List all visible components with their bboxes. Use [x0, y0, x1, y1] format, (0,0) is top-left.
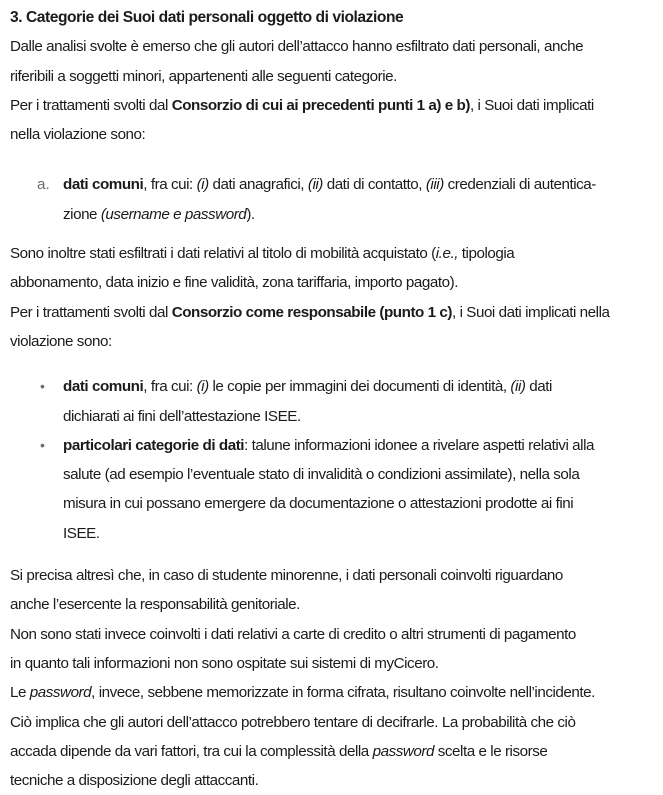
text-line — [63, 200, 657, 229]
text-line — [63, 431, 657, 460]
alpha-list — [10, 170, 657, 229]
list-item — [10, 170, 657, 229]
text-run: anche l’esercente la responsabilità genitoriale. — [10, 596, 300, 614]
text-run: dati anagrafici, — [208, 176, 308, 194]
text-line — [63, 372, 657, 401]
text-run: le copie per immagini dei documenti di identità, — [208, 378, 511, 396]
text-run: violazione sono: — [10, 332, 112, 350]
text-run: dichiarati ai fini dell’attestazione ISEE. — [63, 407, 301, 425]
text-line — [63, 170, 657, 199]
bullet-list — [10, 372, 657, 548]
text-run: Non sono stati invece coinvolti i dati relativi a carte di credito o altri strumenti di pagamento — [10, 625, 576, 643]
text-line — [10, 120, 657, 149]
text-run: dati comuni — [63, 176, 144, 194]
text-run: Consorzio come responsabile (punto 1 c) — [171, 303, 453, 321]
text-run: , i Suoi dati implicati nella — [452, 303, 610, 321]
paragraph — [10, 32, 657, 91]
text-run: , fra cui: — [143, 176, 197, 194]
text-run: password — [372, 742, 434, 760]
list-item-content — [63, 372, 657, 431]
text-run: scelta e le risorse — [433, 742, 548, 760]
document-body — [10, 32, 657, 795]
text-run: dati comuni — [63, 378, 144, 396]
text-run: dati — [525, 378, 552, 396]
text-run: particolari categorie di dati — [63, 436, 245, 454]
list-item-content — [63, 170, 657, 229]
text-run: nella violazione sono: — [10, 126, 146, 144]
text-run: Per i trattamenti svolti dal — [10, 96, 172, 114]
text-line — [10, 298, 657, 327]
text-line — [63, 460, 657, 489]
text-line — [10, 649, 657, 678]
list-item-content — [63, 431, 657, 548]
text-run: , invece, sebbene memorizzate in forma cifrata, risultano coinvolte nell’incidente. — [91, 684, 595, 702]
text-line — [10, 590, 657, 619]
text-line — [10, 62, 657, 91]
text-run: Le — [10, 684, 30, 702]
text-run: (i) — [196, 176, 209, 194]
text-run: riferibili a soggetti minori, appartenenti alle seguenti categorie. — [10, 67, 397, 85]
text-line — [63, 402, 657, 431]
text-run: abbonamento, data inizio e fine validità, zona tariffaria, importo pagato). — [10, 274, 459, 292]
text-run: ISEE. — [63, 524, 100, 542]
text-run: , fra cui: — [143, 378, 197, 396]
text-run: i.e., — [435, 245, 458, 263]
text-line — [10, 32, 657, 61]
text-run: accada dipende da vari fattori, tra cui la complessità della — [10, 742, 373, 760]
text-run: Per i trattamenti svolti dal — [10, 303, 172, 321]
list-item — [10, 372, 657, 431]
text-run: (username e password — [100, 205, 247, 223]
text-run: password — [29, 684, 92, 702]
text-line — [10, 737, 657, 766]
text-line — [63, 519, 657, 548]
paragraph — [10, 678, 657, 795]
paragraph — [10, 620, 657, 679]
text-line — [10, 239, 657, 268]
text-run: (ii) — [307, 176, 323, 194]
text-run: Si precisa altresì che, in caso di studente minorenne, i dati personali coinvolti riguardano — [10, 567, 563, 585]
text-run: (iii) — [425, 176, 444, 194]
list-item — [10, 431, 657, 548]
text-line — [10, 620, 657, 649]
text-run: Sono inoltre stati esfiltrati i dati relativi al titolo di mobilità acquistato ( — [10, 245, 436, 263]
text-run: tipologia — [457, 245, 515, 263]
text-run: salute (ad esempio l’eventuale stato di invalidità o condizioni assimilate), nella sola — [63, 466, 580, 484]
bullet-marker: • — [40, 436, 45, 453]
text-run: , i Suoi dati implicati — [469, 96, 594, 114]
text-run: in quanto tali informazioni non sono ospitate sui sistemi di myCicero. — [10, 654, 439, 672]
text-line — [10, 327, 657, 356]
text-line — [10, 766, 657, 795]
paragraph — [10, 91, 657, 150]
text-line — [10, 678, 657, 707]
text-run: Ciò implica che gli autori dell’attacco potrebbero tentare di decifrarle. La probabilità che ciò — [10, 713, 576, 731]
paragraph — [10, 239, 657, 356]
paragraph — [10, 561, 657, 620]
alpha-marker: a. — [37, 176, 50, 194]
bullet-marker: • — [40, 378, 45, 395]
text-run: (ii) — [510, 378, 526, 396]
text-run: (i) — [196, 378, 209, 396]
section-heading: 3. Categorie dei Suoi dati personali oggetto di violazione — [10, 9, 404, 26]
text-line — [63, 489, 657, 518]
text-run: tecniche a disposizione degli attaccanti. — [10, 772, 259, 790]
text-run: Dalle analisi svolte è emerso che gli autori dell’attacco hanno esfiltrato dati personali, anche — [10, 38, 584, 56]
text-line — [10, 708, 657, 737]
text-run: misura in cui possano emergere da documentazione o attestazioni prodotte ai fini — [63, 495, 574, 513]
text-run: Consorzio di cui ai precedenti punti 1 a) e b) — [171, 96, 470, 114]
text-run: : talune informazioni idonee a rivelare aspetti relativi alla — [244, 436, 594, 454]
text-run: dati di contatto, — [322, 176, 426, 194]
text-run: ). — [246, 205, 255, 223]
text-run: credenziali di autentica- — [443, 176, 596, 194]
text-line — [10, 268, 657, 297]
text-line — [10, 561, 657, 590]
text-run: zione — [63, 205, 101, 223]
text-line — [10, 91, 657, 120]
